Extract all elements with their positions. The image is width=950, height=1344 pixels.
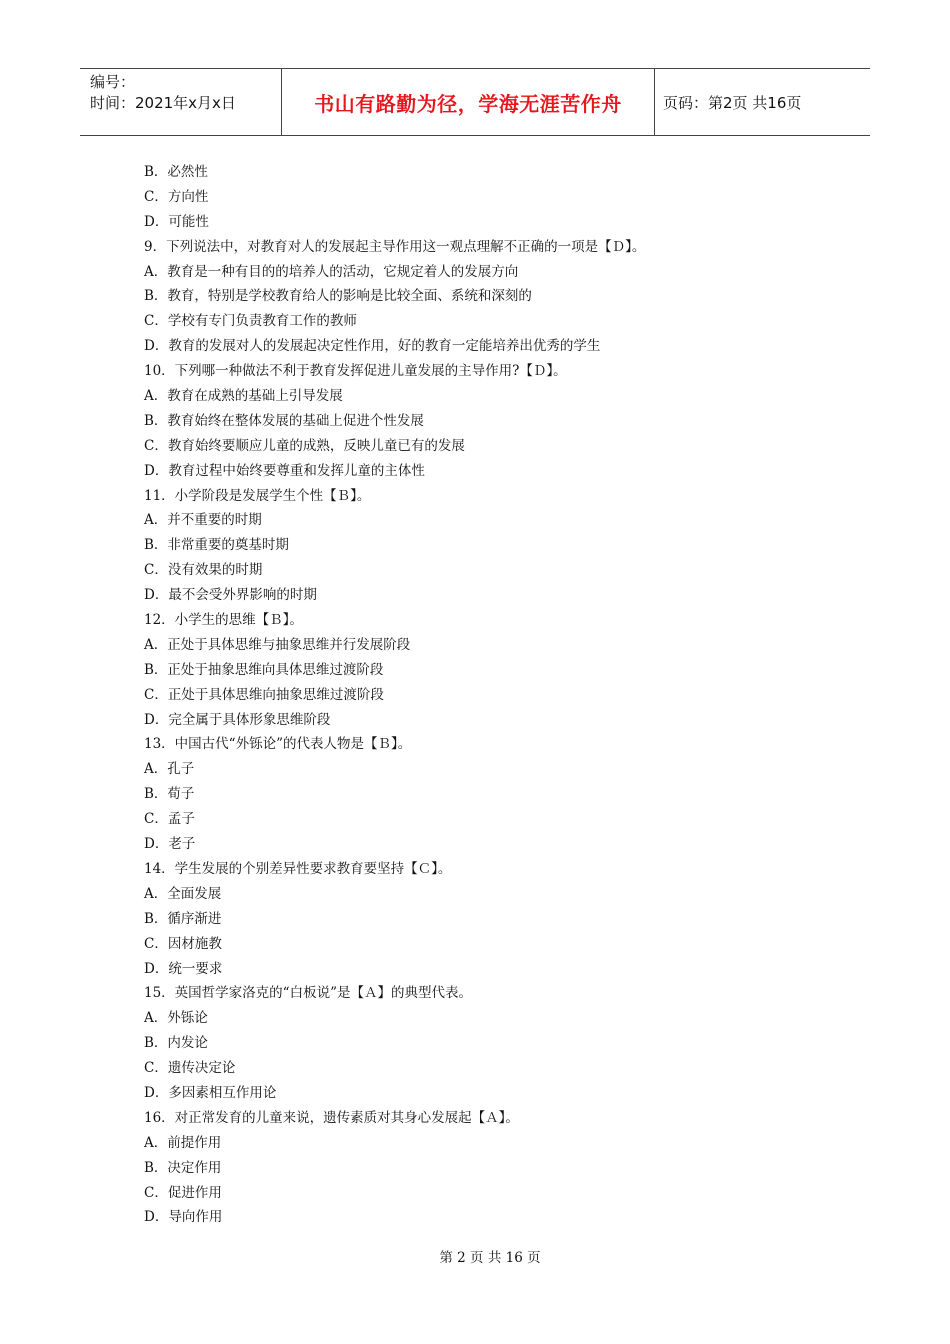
answer-option: B．循序渐进 — [144, 910, 222, 927]
answer-option: B．正处于抽象思维向具体思维过渡阶段 — [144, 661, 384, 678]
answer-option: D．导向作用 — [144, 1209, 223, 1226]
answer-option: C．促进作用 — [144, 1184, 222, 1201]
answer-option: C．正处于具体思维向抽象思维过渡阶段 — [144, 686, 384, 703]
answer-option: A．教育是一种有目的的培养人的活动，它规定着人的发展方向 — [144, 263, 519, 280]
answer-option: D．统一要求 — [144, 960, 223, 977]
number-label: 编号： — [90, 73, 136, 91]
answer-option: D．教育过程中始终要尊重和发挥儿童的主体性 — [144, 462, 425, 479]
page-code: 页码：第2页 共16页 — [663, 93, 802, 112]
answer-option: C．因材施教 — [144, 935, 222, 952]
question-stem: 10．下列哪一种做法不利于教育发挥促进儿童发展的主导作用?【Ｄ】。 — [144, 363, 567, 380]
answer-option: D．最不会受外界影响的时期 — [144, 587, 317, 604]
answer-option: C．孟子 — [144, 811, 195, 828]
answer-option: A．并不重要的时期 — [144, 512, 262, 529]
answer-option: C．遗传决定论 — [144, 1060, 236, 1077]
answer-option: B．决定作用 — [144, 1159, 222, 1176]
question-stem: 11．小学阶段是发展学生个性【Ｂ】。 — [144, 487, 371, 504]
answer-option: D．教育的发展对人的发展起决定性作用，好的教育一定能培养出优秀的学生 — [144, 338, 601, 355]
question-stem: 16．对正常发育的儿童来说，遗传素质对其身心发展起【Ａ】。 — [144, 1109, 519, 1126]
page-footer: 第 2 页 共 16 页 — [439, 1250, 541, 1266]
question-stem: 12．小学生的思维【Ｂ】。 — [144, 612, 303, 629]
answer-option: B．内发论 — [144, 1035, 208, 1052]
answer-option: C．教育始终要顺应儿童的成熟，反映儿童已有的发展 — [144, 437, 465, 454]
answer-option: A．外铄论 — [144, 1010, 208, 1027]
answer-option: D．老子 — [144, 836, 196, 853]
answer-option: D．完全属于具体形象思维阶段 — [144, 711, 331, 728]
header-motto-cell — [282, 69, 655, 135]
question-stem: 13．中国古代“外铄论”的代表人物是【Ｂ】。 — [144, 736, 412, 753]
header-page-cell — [655, 69, 870, 135]
answer-option: B．必然性 — [144, 164, 208, 180]
question-list — [144, 160, 864, 1230]
answer-option: D．多因素相互作用论 — [144, 1084, 277, 1101]
answer-option: A．孔子 — [144, 761, 195, 778]
question-stem: 15．英国哲学家洛克的“白板说”是【Ａ】的典型代表。 — [144, 985, 472, 1002]
answer-option: A．教育在成熟的基础上引导发展 — [144, 388, 343, 405]
header-info — [80, 69, 282, 135]
answer-option: C．学校有专门负责教育工作的教师 — [144, 313, 357, 330]
answer-option: B．非常重要的奠基时期 — [144, 537, 289, 554]
answer-option: D．可能性 — [144, 213, 209, 230]
answer-option: C．没有效果的时期 — [144, 562, 263, 579]
question-stem: 9．下列说法中，对教育对人的发展起主导作用这一观点理解不正确的一项是【Ｄ】。 — [144, 238, 646, 255]
answer-option: C．方向性 — [144, 188, 209, 205]
answer-option: A．全面发展 — [144, 885, 222, 902]
page-header — [80, 68, 870, 136]
answer-option: B．荀子 — [144, 786, 195, 803]
answer-option: A．前提作用 — [144, 1134, 222, 1151]
motto: 书山有路勤为径，学海无涯苦作舟 — [314, 91, 622, 116]
question-stem: 14．学生发展的个别差异性要求教育要坚持【Ｃ】。 — [144, 860, 452, 877]
time-label: 时间：2021年x月x日 — [90, 94, 236, 112]
answer-option: B．教育，特别是学校教育给人的影响是比较全面、系统和深刻的 — [144, 288, 532, 305]
answer-option: B．教育始终在整体发展的基础上促进个性发展 — [144, 412, 424, 429]
answer-option: A．正处于具体思维与抽象思维并行发展阶段 — [144, 636, 411, 653]
